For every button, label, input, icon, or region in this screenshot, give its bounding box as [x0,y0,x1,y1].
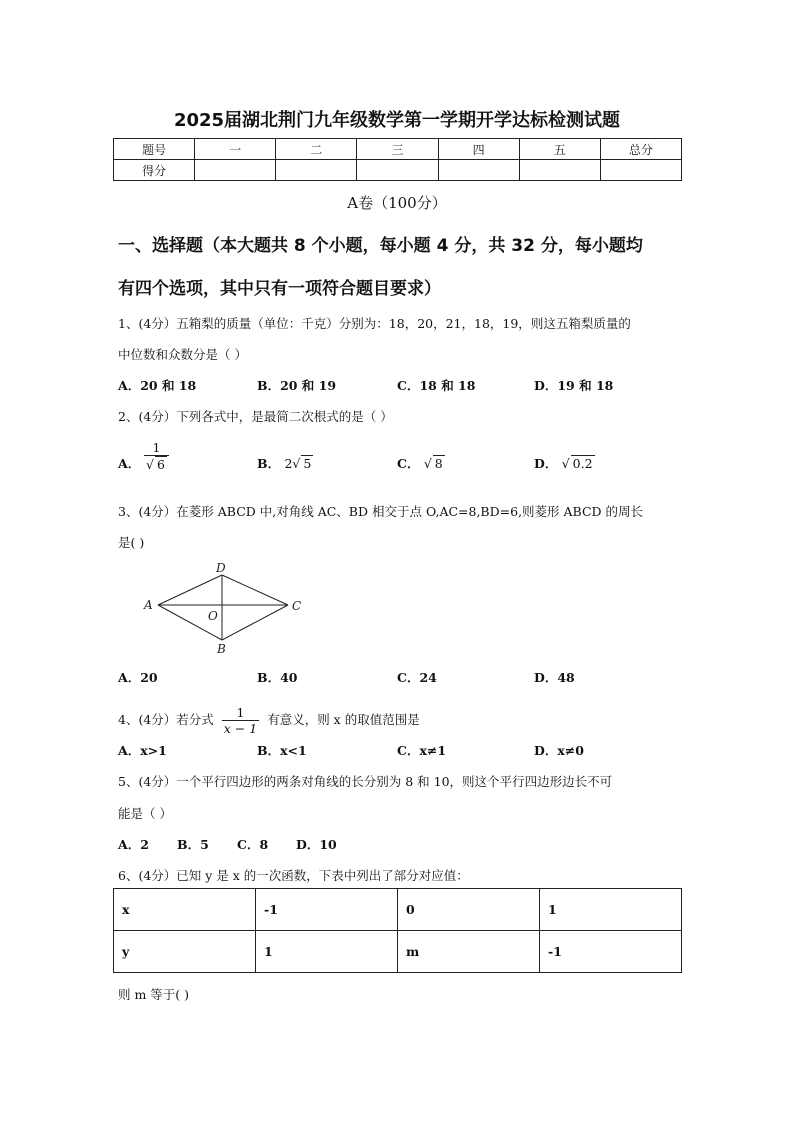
q5-option-c[interactable]: C．8 [237,837,269,852]
q6-after-text: 则 m 等于( ) [118,987,190,1002]
q5-stem-line1: 5、(4分）一个平行四边形的两条对角线的长分别为 8 和 10，则这个平行四边形边长不可 [118,774,613,789]
score-cell[interactable] [519,160,600,181]
q3-option-b[interactable]: B．40 [257,670,298,685]
rhombus-side-ad [158,575,222,605]
q1-option-c[interactable]: C．18 和 18 [397,378,476,393]
q2-option-d-radicand: 0.2 [572,456,593,471]
q6-table-cell: m [398,931,540,973]
q6-table-cell: x [114,889,256,931]
q1-option-a[interactable]: A．20 和 18 [118,378,197,393]
q2-option-d-label: D． [534,456,558,471]
q3-option-d[interactable]: D．48 [534,670,575,685]
q4-option-a[interactable]: A．x>1 [118,743,167,758]
q2-option-a-denominator: √ 6 [146,457,165,472]
score-header-cell: 四 [438,139,519,160]
q2-option-a[interactable] [118,440,165,472]
q3-option-a[interactable]: A．20 [118,670,158,685]
q3-option-c[interactable]: C．24 [397,670,437,685]
q5-option-a[interactable]: A．2 [118,837,149,852]
score-header-cell: 总分 [600,139,681,160]
q3-stem-line1: 3、(4分）在菱形 ABCD 中,对角线 AC、BD 相交于点 O,AC=8,BD=6,则菱形 ABCD 的周长 [118,504,644,519]
q2-option-b-coefficient: 2 [284,456,293,471]
score-cell[interactable] [276,160,357,181]
score-cell[interactable] [195,160,276,181]
q1-option-b[interactable]: B．20 和 19 [257,378,337,393]
score-cell[interactable] [438,160,519,181]
rhombus-figure [140,558,310,658]
q2-options [118,440,678,480]
vertex-label-b: B [217,642,226,656]
q2-option-c-label: C． [397,456,420,471]
center-label-o: O [208,609,218,623]
q5-stem-line2: 能是（ ） [118,806,172,821]
q2-option-c-radicand: 8 [434,456,443,471]
q6-table-cell: 1 [256,931,398,973]
score-header-cell: 五 [519,139,600,160]
score-row-label: 得分 [114,160,195,181]
q2-option-a-radicand: 6 [156,457,165,472]
q5-option-b[interactable]: B．5 [177,837,209,852]
q6-table-row-y [114,931,682,973]
q4-option-b[interactable]: B．x<1 [257,743,307,758]
q4-stem-post: 有意义，则 x 的取值范围是 [267,712,420,727]
q2-option-a-numerator: 1 [144,440,169,456]
score-header-cell: 二 [276,139,357,160]
q2-option-d[interactable]: D． √ 0.2 [534,456,593,471]
section-heading-line2: 有四个选项，其中只有一项符合题目要求） [118,279,441,299]
q6-table-cell: -1 [540,931,682,973]
q4-fraction-numerator: 1 [222,705,259,721]
score-table-score-row [114,160,682,181]
score-header-cell: 题号 [114,139,195,160]
q4-fraction-denominator: x − 1 [223,721,258,736]
q4-option-d[interactable]: D．x≠0 [534,743,584,758]
q2-option-b-label: B． [257,456,281,471]
q4-stem [118,705,420,736]
q2-option-b[interactable]: B． 2√ 5 [257,456,312,471]
rhombus-side-cb [222,605,288,640]
q2-option-a-fraction [144,440,169,472]
q4-stem-pre: 4、(4分）若分式 [118,712,214,727]
vertex-label-d: D [216,561,226,575]
q2-stem: 2、(4分）下列各式中，是最简二次根式的是（ ） [118,409,393,424]
q6-stem: 6、(4分）已知 y 是 x 的一次函数，下表中列出了部分对应值： [118,868,469,883]
q1-option-d[interactable]: D．19 和 18 [534,378,614,393]
q2-option-a-label: A． [118,456,141,471]
score-header-cell: 三 [357,139,438,160]
score-cell[interactable] [357,160,438,181]
score-table [113,138,682,181]
q4-fraction [222,705,259,736]
q6-value-table [113,888,682,973]
q1-stem-line2: 中位数和众数分是（ ） [118,347,247,362]
q6-table-cell: 1 [540,889,682,931]
score-table-header-row [114,139,682,160]
q6-table-cell: 0 [398,889,540,931]
exam-title: 2025届湖北荆门九年级数学第一学期开学达标检测试题 [173,110,621,131]
paper-a-heading: A卷（100分） [347,194,447,212]
q2-option-b-radicand: 5 [303,456,312,471]
q6-table-row-x [114,889,682,931]
q1-stem-line1: 1、(4分）五箱梨的质量（单位：千克）分别为：18，20，21，18，19，则这五箱梨质量的 [118,316,631,331]
q4-option-c[interactable]: C．x≠1 [397,743,447,758]
q6-table-cell: y [114,931,256,973]
section-heading-line1: 一、选择题（本大题共 8 个小题，每小题 4 分，共 32 分，每小题均 [118,236,643,256]
q3-stem-line2: 是( ) [118,535,145,550]
score-header-cell: 一 [195,139,276,160]
q5-option-d[interactable]: D．10 [296,837,337,852]
score-cell[interactable] [600,160,681,181]
q2-option-c[interactable]: C． √ 8 [397,456,443,471]
vertex-label-a: A [144,598,153,612]
rhombus-side-dc [222,575,288,605]
vertex-label-c: C [292,599,302,613]
q6-table-cell: -1 [256,889,398,931]
